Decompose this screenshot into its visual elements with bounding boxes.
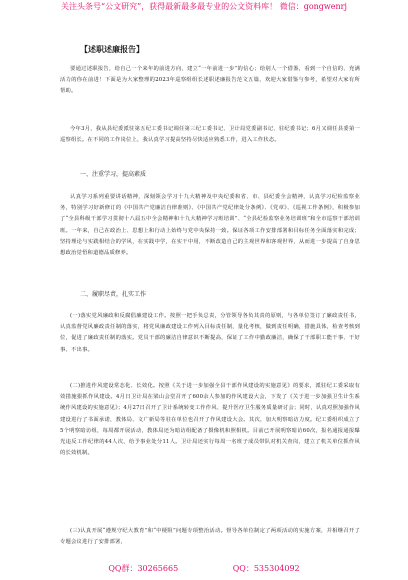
intro-paragraph bbox=[60, 64, 360, 98]
paragraph-2-text: 认真学习系列重要讲话精神，深刻领会学习十九大精神及中央纪委和省、市、县纪委全会精神，认真学习纪检监察业务，特别学习好新修订的《中国共产党廉洁自律准则》、《中国共产党纪律处分条例》、《党章》、《巡视工作条例》，积极参加了“全县科级干部学习贯彻十八届五中全会精神和十九大精神学习班培训”、“全县纪检监察业务培训班”和全市巡察干部培训班。一年来，自己在政治上、思想上和行动上始终与党中央保持一致。保证各项工作安排部署和目标任务全面落实和完成；坚持理论与实践相结合的学风，在实践中学，在实干中用，不断改造自己的主观世界和客观世界，从而进一步提高了自身思想政治觉悟和道德品质修养。 bbox=[60, 194, 360, 257]
section-heading-2: 二、履职尽责，扎实工作 bbox=[80, 291, 147, 298]
contact-footer bbox=[0, 562, 408, 576]
qq-label: QQ：535304092 bbox=[232, 564, 300, 573]
section-heading-1: 一、注重学习，提高素质 bbox=[80, 171, 147, 178]
paragraph-4 bbox=[60, 381, 360, 459]
paragraph-4-text: (二)推进作风建设常态化、长效化。按照《关于进一步加强全县干部作风建设的实施意见》的要求，派驻纪工委采取有效措施狠抓作风建设。4月日卫计局在梁山会堂召开了600余人参加的作风建设大会，下发了《关于进一步加强卫生计生系统作风建设的实施意见》；4月27日召开了卫计系统转变工作作风、提升医疗卫生服务质量研讨会；同时，认真对照加强作风建设进行了书面承诺，教体局、文广新局等驻在单位也召开了作风建设大会。其次，加大明察暗访力度。纪工委组织成立了5个明察暗访组，每周都开展活动，教体局还为暗访组配备了摄像机和照相机。目前已开展明察暗访60次，报名通报通报曝光违反工作纪律的44人次，给予事业处分11人。卫计局还实行每周一名班子成员带队对机关查岗，建立了机关单位抓作风的长效机制。 bbox=[60, 383, 360, 457]
paragraph-3 bbox=[60, 311, 360, 356]
paragraph-3-text: (一)落实党风廉政和反腐倡廉建设工作。按照一把手负总责，分管领导各负其责的原则，与各单位签订了廉政责任书，认真监督党风廉政责任制的落实，将党风廉政建设工作列入目标责任制，量化考核，做到责任明确，措施具体，检查考核到位，促进了廉政责任制的落实。党员干部的廉洁自律意识不断提高，保证了工作中勤政廉洁，确保了干部职工能干事、干好事、不出事。 bbox=[60, 313, 360, 353]
paragraph-1 bbox=[60, 124, 360, 146]
paragraph-2 bbox=[60, 192, 360, 259]
intro-text: 要通过述职报告，给自己一个来年的前进方向，建立“一年前进一步”的信心；给别人一个借鉴，看到一个自信的、充满活力的你在前进！下面是为大家整理的2023年巡察组组长述职述廉报告范文五篇，欢迎大家借鉴与参考，希望对大家有所帮助。 bbox=[60, 66, 360, 95]
qq-group-label: QQ群：30265665 bbox=[108, 564, 179, 573]
promo-banner: 关注头条号“公文研究”，获得最新最多最专业的公文资料库！ 微信：gongwenrj bbox=[61, 2, 347, 11]
paragraph-5-text: (三)认真开展“遵规守纪大教育”和“中梗阻”问题专项整治活动。督导各单位制定了两项活动的实施方案，并相继召开了专题会议进行了安排部署， bbox=[60, 528, 360, 546]
document-page bbox=[60, 20, 360, 558]
paragraph-1-text: 今年3月，我从县纪委派驻第五纪工委书记调任第三纪工委书记、卫计局党委副书记、驻纪委书记；6月又调任县委第一巡察组长。在不同的工作岗位上，我认真学习提高坚持尽快适应熟悉工作，进入工作状态。 bbox=[60, 126, 360, 144]
paragraph-5 bbox=[60, 526, 360, 548]
doc-title: 【述职述廉报告】 bbox=[80, 44, 144, 54]
